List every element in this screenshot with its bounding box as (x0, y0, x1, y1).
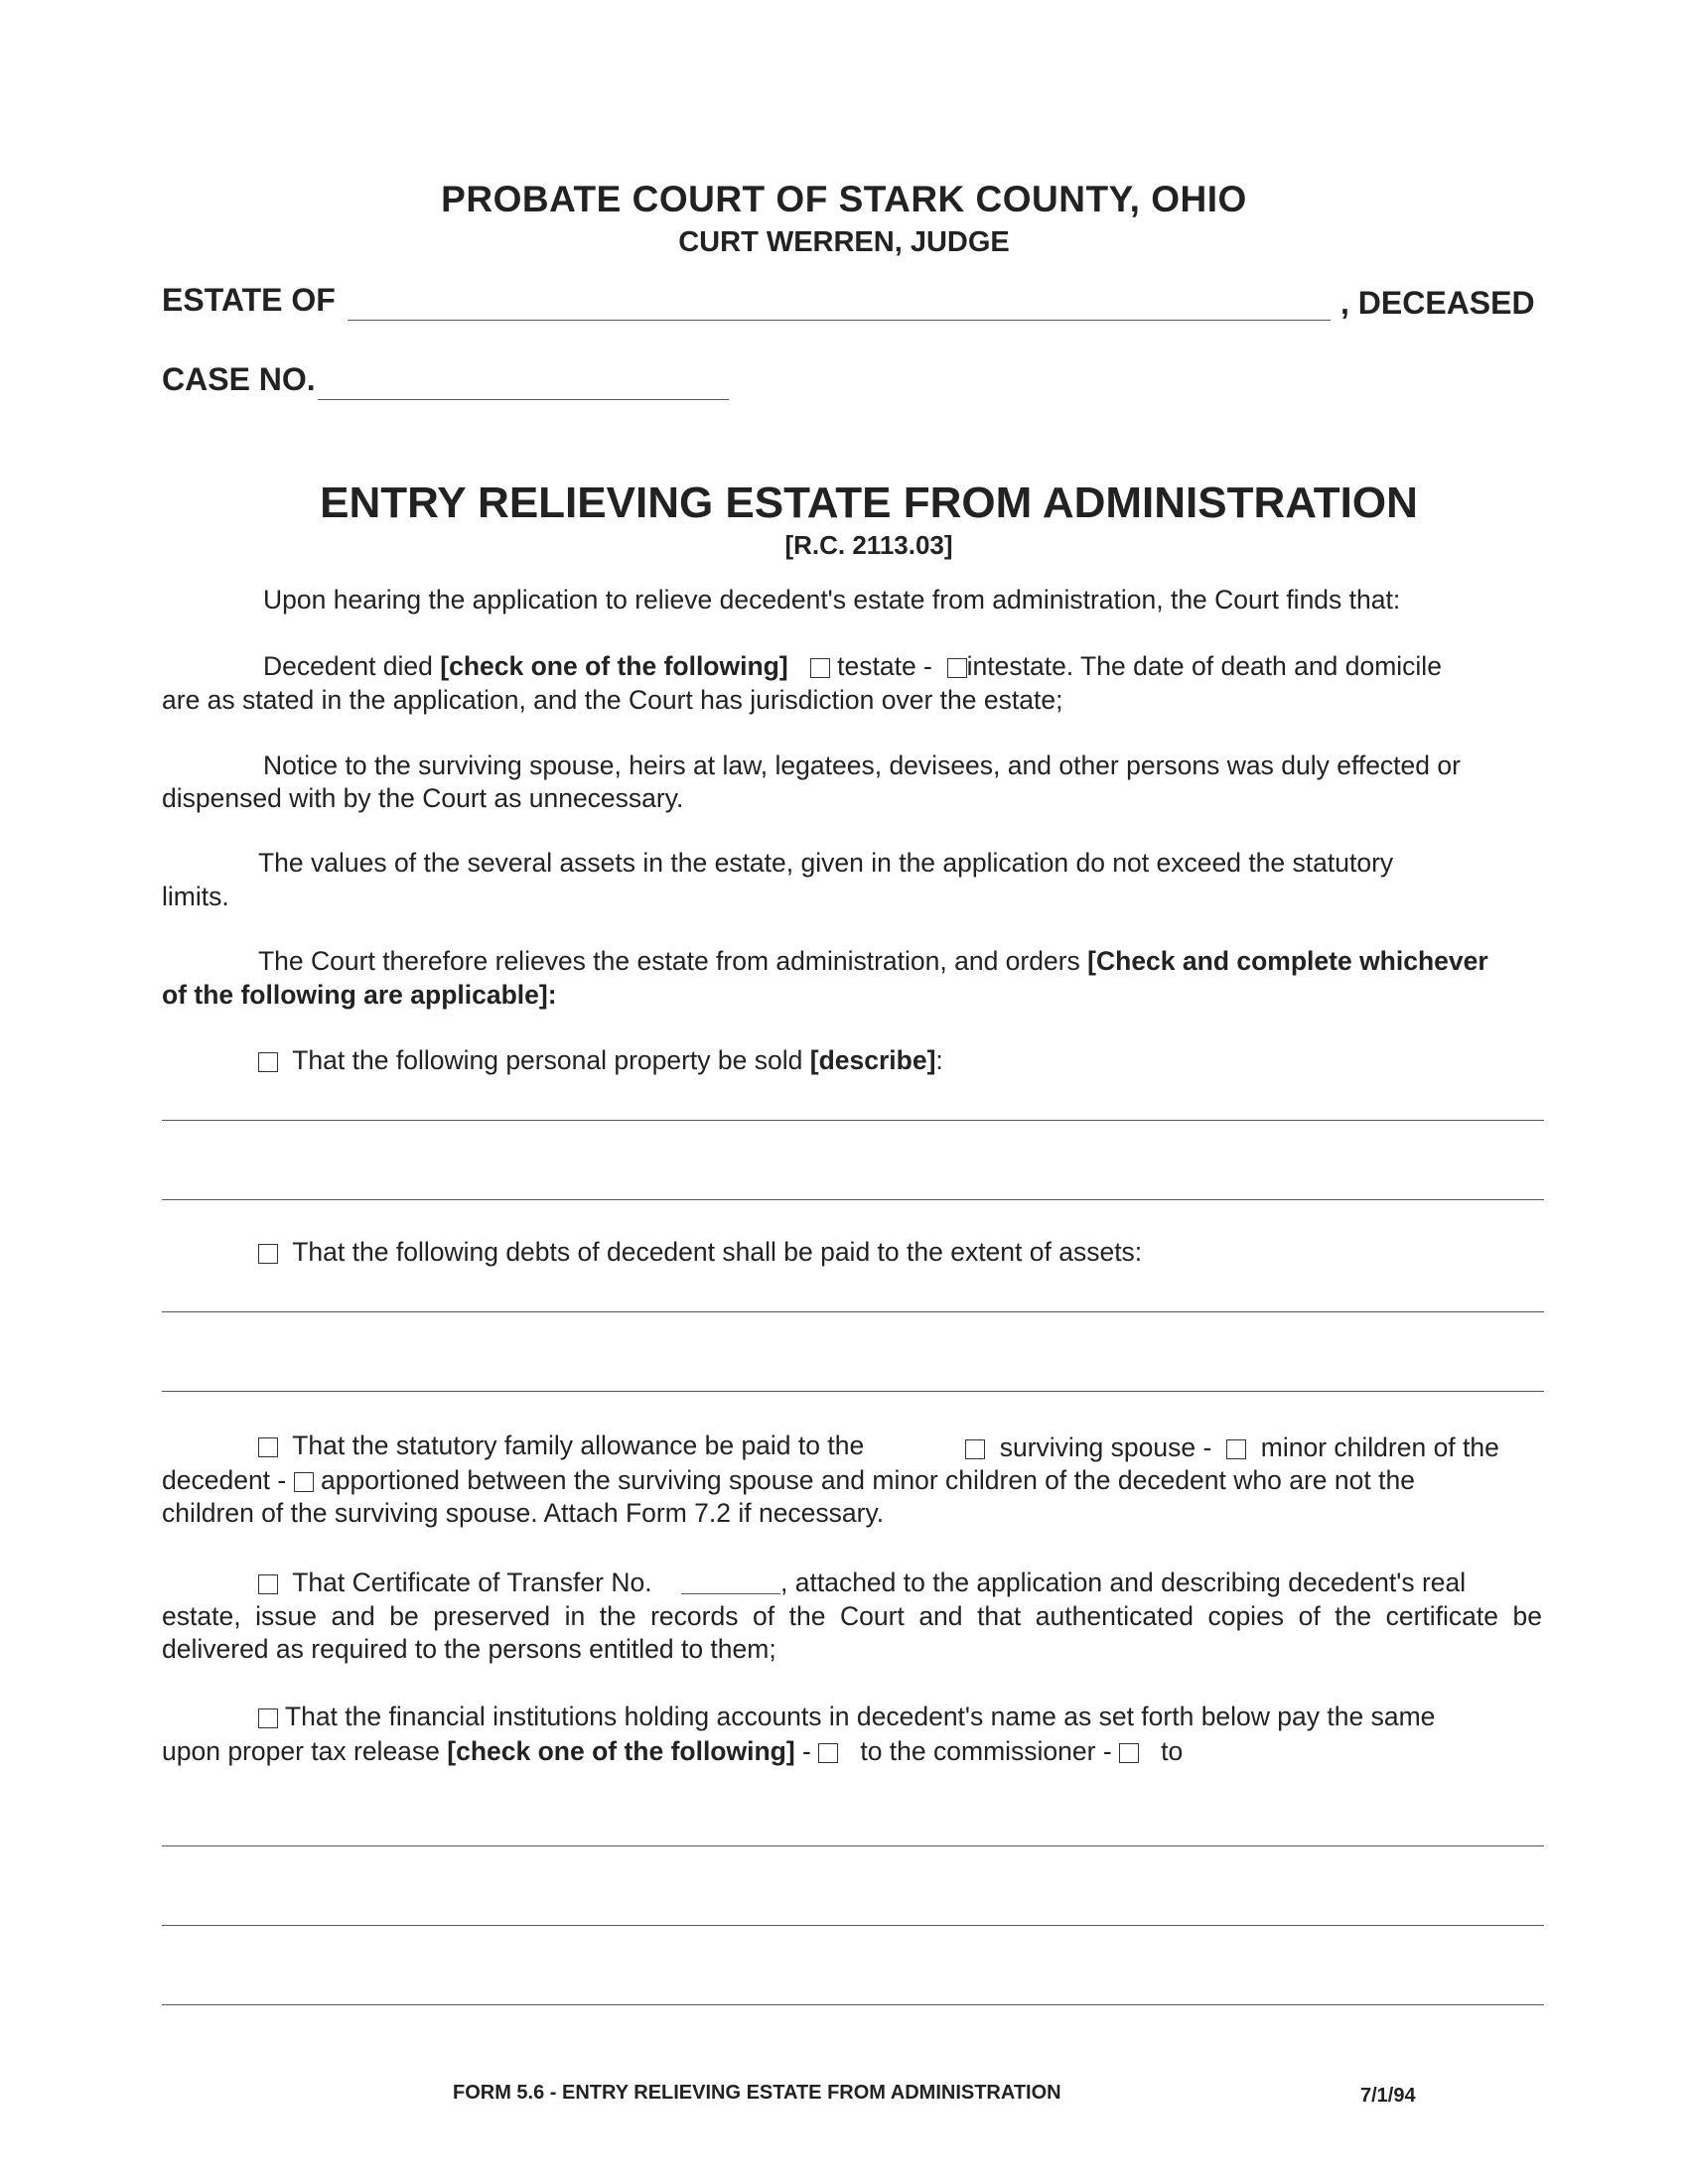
to-other-label: to (1161, 1736, 1184, 1766)
minor-children-label: minor children of the (1260, 1433, 1499, 1462)
apportioned-text: apportioned between the surviving spouse and minor children of the decedent who are not the (320, 1465, 1415, 1495)
deceased-label: , DECEASED (1340, 285, 1535, 321)
estate-of-label: ESTATE OF (162, 282, 336, 318)
allowance-line3: children of the surviving spouse. Attach Form 7.2 if necessary. (162, 1498, 885, 1528)
certificate-line1 (258, 1567, 1466, 1599)
debts-fill-line-2[interactable] (162, 1391, 1544, 1392)
allowance-line1 (258, 1430, 864, 1462)
orders-prefix: The Court therefore relieves the estate from administration, and orders (258, 946, 1080, 976)
orders-instruction-2: of the following are applicable]: (162, 980, 557, 1010)
debts-checkbox[interactable] (258, 1244, 278, 1264)
sold-colon: : (935, 1045, 943, 1075)
financial-fill-line-2[interactable] (162, 1925, 1544, 1926)
allowance-options (965, 1432, 1499, 1464)
debts-text: That the following debts of decedent shall be paid to the extent of assets: (292, 1237, 1143, 1267)
to-other-checkbox[interactable] (1119, 1743, 1139, 1763)
orders-line1 (258, 945, 1488, 978)
footer-form-label: FORM 5.6 - ENTRY RELIEVING ESTATE FROM ADMINISTRATION (453, 2082, 1061, 2104)
financial-fill-line-1[interactable] (162, 1845, 1544, 1846)
court-name: PROBATE COURT OF STARK COUNTY, OHIO (441, 179, 1247, 219)
died-prefix: Decedent died (263, 651, 433, 681)
allowance-line2 (162, 1464, 1415, 1497)
apportioned-checkbox[interactable] (294, 1472, 314, 1492)
surviving-spouse-label: surviving spouse - (999, 1433, 1212, 1462)
certificate-prefix: That Certificate of Transfer No. (292, 1568, 652, 1597)
financial-instruction: [check one of the following] (447, 1736, 795, 1766)
financial-fill-line-3[interactable] (162, 2004, 1544, 2005)
debts-item (258, 1236, 1142, 1269)
values-line2: limits. (162, 882, 229, 911)
sold-checkbox[interactable] (258, 1052, 278, 1072)
sold-text: That the following personal property be sold (292, 1045, 803, 1075)
sold-fill-line-1[interactable] (162, 1120, 1544, 1121)
certificate-suffix: , attached to the application and describing decedent's real (780, 1568, 1467, 1597)
values-line1: The values of the several assets in the estate, given in the application do not exceed the statutory (258, 848, 1394, 878)
surviving-spouse-checkbox[interactable] (965, 1439, 985, 1459)
financial-line2 (162, 1735, 1183, 1768)
to-commissioner-checkbox[interactable] (818, 1743, 838, 1763)
financial-line2-prefix: upon proper tax release (162, 1736, 440, 1766)
certificate-checkbox[interactable] (258, 1574, 278, 1594)
estate-name-field[interactable] (348, 290, 1331, 321)
notice-line1: Notice to the surviving spouse, heirs at law, legatees, devisees, and other persons was duly effected or (263, 751, 1461, 780)
certificate-line3: delivered as required to the persons entitled to them; (162, 1634, 776, 1664)
died-instruction: [check one of the following] (440, 651, 788, 681)
sold-fill-line-2[interactable] (162, 1199, 1544, 1200)
intestate-label: intestate. The date of death and domicile (966, 651, 1442, 681)
allowance-text: That the statutory family allowance be paid to the (292, 1431, 865, 1460)
judge-name: CURT WERREN, JUDGE (678, 226, 1010, 258)
footer-date: 7/1/94 (1360, 2085, 1416, 2107)
case-number-field[interactable] (318, 369, 729, 400)
sold-item (258, 1044, 943, 1077)
financial-line1 (258, 1701, 1435, 1733)
died-paragraph-line2: are as stated in the application, and the Court has jurisdiction over the estate; (162, 685, 1063, 715)
testate-label: testate - (837, 651, 932, 681)
intro-paragraph: Upon hearing the application to relieve decedent's estate from administration, the Court finds that: (263, 585, 1401, 614)
debts-fill-line-1[interactable] (162, 1311, 1544, 1312)
notice-line2: dispensed with by the Court as unnecessary. (162, 783, 684, 813)
sold-instruction: [describe] (809, 1045, 936, 1075)
minor-children-checkbox[interactable] (1226, 1439, 1246, 1459)
intestate-checkbox[interactable] (947, 658, 967, 678)
to-commissioner-label: to the commissioner - (860, 1736, 1112, 1766)
financial-checkbox[interactable] (258, 1708, 278, 1728)
orders-instruction-1: [Check and complete whichever (1087, 946, 1488, 976)
decedent-dash: decedent - (162, 1465, 287, 1495)
case-no-label: CASE NO. (162, 361, 316, 397)
certificate-number-field[interactable] (681, 1570, 780, 1594)
financial-text: That the financial institutions holding accounts in decedent's name as set forth below pay the same (284, 1702, 1436, 1731)
statute-reference: [R.C. 2113.03] (784, 530, 953, 560)
died-paragraph-line1 (263, 650, 1442, 683)
testate-checkbox[interactable] (810, 658, 830, 678)
financial-dash: - (802, 1736, 811, 1766)
allowance-checkbox[interactable] (258, 1437, 278, 1457)
form-title: ENTRY RELIEVING ESTATE FROM ADMINISTRATION (320, 478, 1418, 527)
certificate-line2: estate, issue and be preserved in the records of the Court and that authenticated copies of the certificate be (162, 1601, 1542, 1631)
